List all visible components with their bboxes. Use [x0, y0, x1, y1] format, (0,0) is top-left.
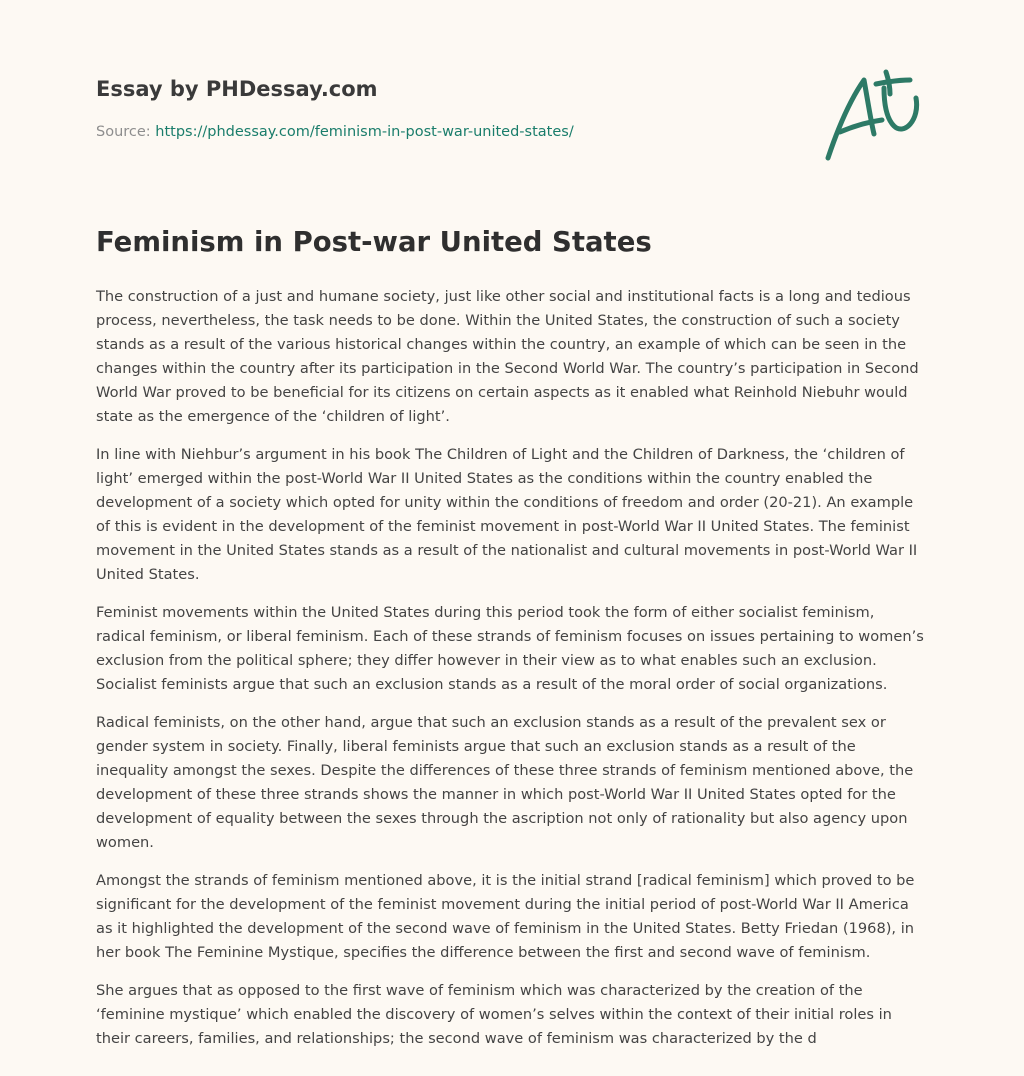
paragraph: The construction of a just and humane society, just like other social and institutional facts is a long and tedious process, nevertheless, the task needs to be done. Within the United States, the construction of such a society stands as a result of the various historical changes within the country, an example of which can be seen in the changes within the country after its participation in the Second World War. The country’s participation in Second World War proved to be beneficial for its citizens on certain aspects as it enabled what Reinhold Niebuhr would state as the emergence of the ‘children of light’. — [96, 288, 919, 425]
essay-title: Feminism in Post-war United States — [96, 226, 652, 258]
source-label: Source: — [96, 124, 156, 140]
paragraph: Amongst the strands of feminism mentioned above, it is the initial strand [radical feminism] which proved to be significant for the development of the feminist movement during the initial period of post-World War II America as it highlighted the development of the second wave of feminism in the United States. Betty Friedan (1968), in her book The Feminine Mystique, specifies the difference between the first and second wave of feminism. — [96, 872, 915, 961]
source-link[interactable]: https://phdessay.com/feminism-in-post-war-united-states/ — [155, 124, 574, 140]
essay-body — [96, 285, 928, 1065]
source-line — [96, 124, 574, 140]
paragraph: Feminist movements within the United States during this period took the form of either socialist feminism, radical feminism, or liberal feminism. Each of these strands of feminism focuses on issues pertaining to women’s exclusion from the political sphere; they differ however in their view as to what enables such an exclusion. Socialist feminists argue that such an exclusion stands as a result of the moral order of social organizations. — [96, 604, 924, 693]
paragraph: In line with Niehbur’s argument in his book The Children of Light and the Children of Darkness, the ‘children of light’ emerged within the post-World War II United States as the conditions within the country enabled the development of a society which opted for unity within the conditions of freedom and order (20-21). An example of this is evident in the development of the feminist movement in post-World War II United States. The feminist movement in the United States stands as a result of the nationalist and cultural movements in post-World War II United States. — [96, 446, 918, 583]
essay-page — [96, 0, 928, 1076]
paragraph: She argues that as opposed to the first wave of feminism which was characterized by the creation of the ‘feminine mystique’ which enabled the discovery of women’s selves within the context of their initial roles in their careers, families, and relationships; the second wave of feminism was characterized by the d — [96, 982, 892, 1047]
page-header — [96, 0, 928, 200]
a-plus-grade-icon — [824, 66, 928, 166]
paragraph: Radical feminists, on the other hand, argue that such an exclusion stands as a result of the prevalent sex or gender system in society. Finally, liberal feminists argue that such an exclusion stands as a result of the inequality amongst the sexes. Despite the differences of these three strands of feminism mentioned above, the development of these three strands shows the manner in which post-World War II United States opted for the development of equality between the sexes through the ascription not only of rationality but also agency upon women. — [96, 714, 914, 851]
site-brand: Essay by PHDessay.com — [96, 77, 378, 101]
